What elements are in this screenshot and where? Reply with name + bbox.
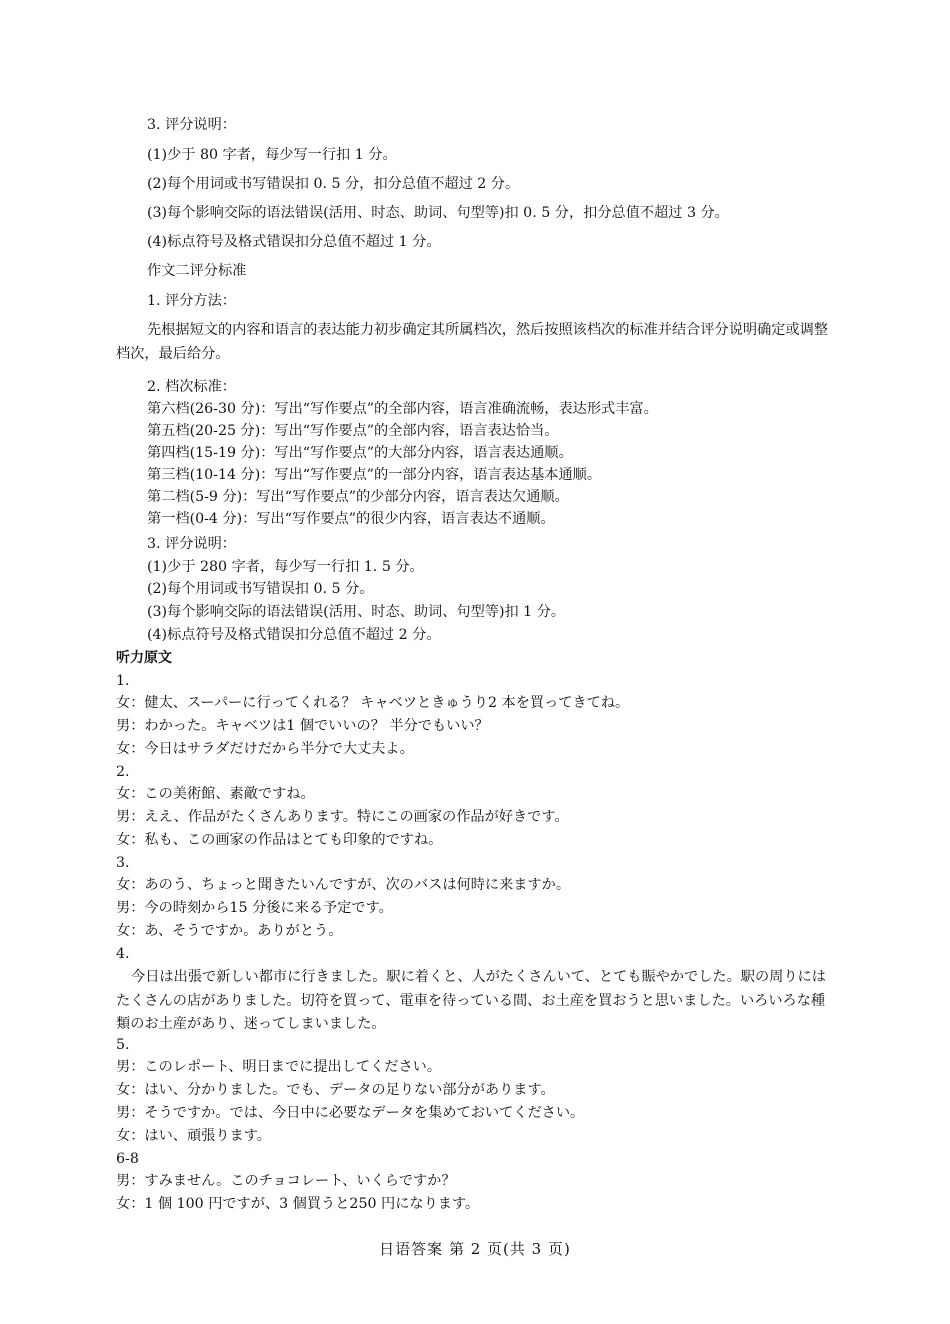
- essay2-note: (2)每个用词或书写错误扣 0. 5 分。: [147, 581, 374, 597]
- essay2-level: 第六档(26-30 分)：写出“写作要点”的全部内容，语言准确流畅，表达形式丰富。: [147, 401, 658, 417]
- page-footer: 日语答案 第 2 页(共 3 页): [379, 1240, 571, 1258]
- essay2-note: (3)每个影响交际的语法错误(活用、时态、助词、句型等)扣 1 分。: [147, 604, 566, 620]
- dialogue-line: 男：すみません。このチョコレート、いくらですか？: [116, 1173, 456, 1189]
- essay2-method-heading: 1. 评分方法：: [147, 293, 236, 309]
- essay2-levels-heading: 2. 档次标准：: [147, 379, 236, 395]
- listening-q6-8-number: 6-8: [116, 1151, 139, 1167]
- listening-q5-number: 5.: [116, 1037, 130, 1053]
- scoring1-item: (1)少于 80 字者，每少写一行扣 1 分。: [147, 147, 397, 163]
- dialogue-line: 女：今日はサラダだけだから半分で大丈夫よ。: [116, 741, 414, 757]
- essay2-level: 第四档(15-19 分)：写出“写作要点”的大部分内容，语言表达通顺。: [147, 445, 573, 461]
- scoring1-heading: 3. 评分说明：: [147, 117, 236, 133]
- dialogue-line: 女：私も、この画家の作品はとても印象的ですね。: [116, 832, 443, 848]
- listening-q4-number: 4.: [116, 946, 130, 962]
- dialogue-line: 女：はい、頑張ります。: [116, 1128, 271, 1144]
- listening-title: 听力原文: [116, 650, 172, 666]
- dialogue-line: 男：今の時刻から15 分後に来る予定です。: [116, 900, 393, 916]
- dialogue-line: 女：はい、分かりました。でも、データの足りない部分があります。: [116, 1082, 555, 1098]
- dialogue-line: 男：そうですか。では、今日中に必要なデータを集めておいてください。: [116, 1105, 585, 1121]
- listening-q4-text: 今日は出張で新しい都市に行きました。駅に着くと、人がたくさんいて、とても賑やかでした。駅の周りにはたくさんの店がありました。切符を買って、電車を待っている間、お土産を買おうと思いました。いろいろな種類のお土産があり、迷ってしまいました。: [116, 969, 826, 1032]
- dialogue-line: 女：健太、スーパーに行ってくれる？ キャベツときゅうり2 本を買ってきてね。: [116, 695, 630, 711]
- dialogue-line: 女：あのう、ちょっと聞きたいんですが、次のバスは何時に来ますか。: [116, 877, 571, 893]
- dialogue-line: 男：わかった。キャベツは1 個でいいの？ 半分でもいい？: [116, 718, 489, 734]
- scoring1-item: (3)每个影响交际的语法错误(活用、时态、助词、句型等)扣 0. 5 分，扣分总值不超过 3 分。: [147, 205, 729, 221]
- essay2-note: (4)标点符号及格式错误扣分总值不超过 2 分。: [147, 627, 441, 643]
- dialogue-line: 男：このレポート、明日までに提出してください。: [116, 1059, 442, 1075]
- dialogue-line: 女：1 個 100 円ですが、3 個買うと250 円になります。: [116, 1196, 480, 1212]
- dialogue-line: 男：ええ、作品がたくさんあります。特にこの画家の作品が好きです。: [116, 809, 569, 825]
- scoring1-item: (4)标点符号及格式错误扣分总值不超过 1 分。: [147, 234, 441, 250]
- essay2-level: 第二档(5-9 分)：写出“写作要点”的少部分内容，语言表达欠通顺。: [147, 489, 569, 505]
- dialogue-line: 女：この美術館、素敵ですね。: [116, 786, 315, 802]
- essay2-notes-heading: 3. 评分说明：: [147, 536, 236, 552]
- listening-q3-number: 3.: [116, 855, 130, 871]
- listening-q2-number: 2.: [116, 764, 130, 780]
- essay2-level: 第三档(10-14 分)：写出“写作要点”的一部分内容，语言表达基本通顺。: [147, 467, 602, 483]
- scoring1-item: (2)每个用词或书写错误扣 0. 5 分，扣分总值不超过 2 分。: [147, 176, 520, 192]
- essay2-title: 作文二评分标准: [147, 263, 247, 279]
- essay2-level: 第一档(0-4 分)：写出“写作要点”的很少内容，语言表达不通顺。: [147, 511, 555, 527]
- essay2-note: (1)少于 280 字者，每少写一行扣 1. 5 分。: [147, 559, 424, 575]
- essay2-level: 第五档(20-25 分)：写出“写作要点”的全部内容，语言表达恰当。: [147, 423, 559, 439]
- listening-q1-number: 1.: [116, 673, 130, 689]
- essay2-method-text: 先根据短文的内容和语言的表达能力初步确定其所属档次，然后按照该档次的标准并结合评分说明确定或调整档次，最后给分。: [116, 322, 829, 362]
- dialogue-line: 女：あ、そうですか。ありがとう。: [116, 923, 343, 939]
